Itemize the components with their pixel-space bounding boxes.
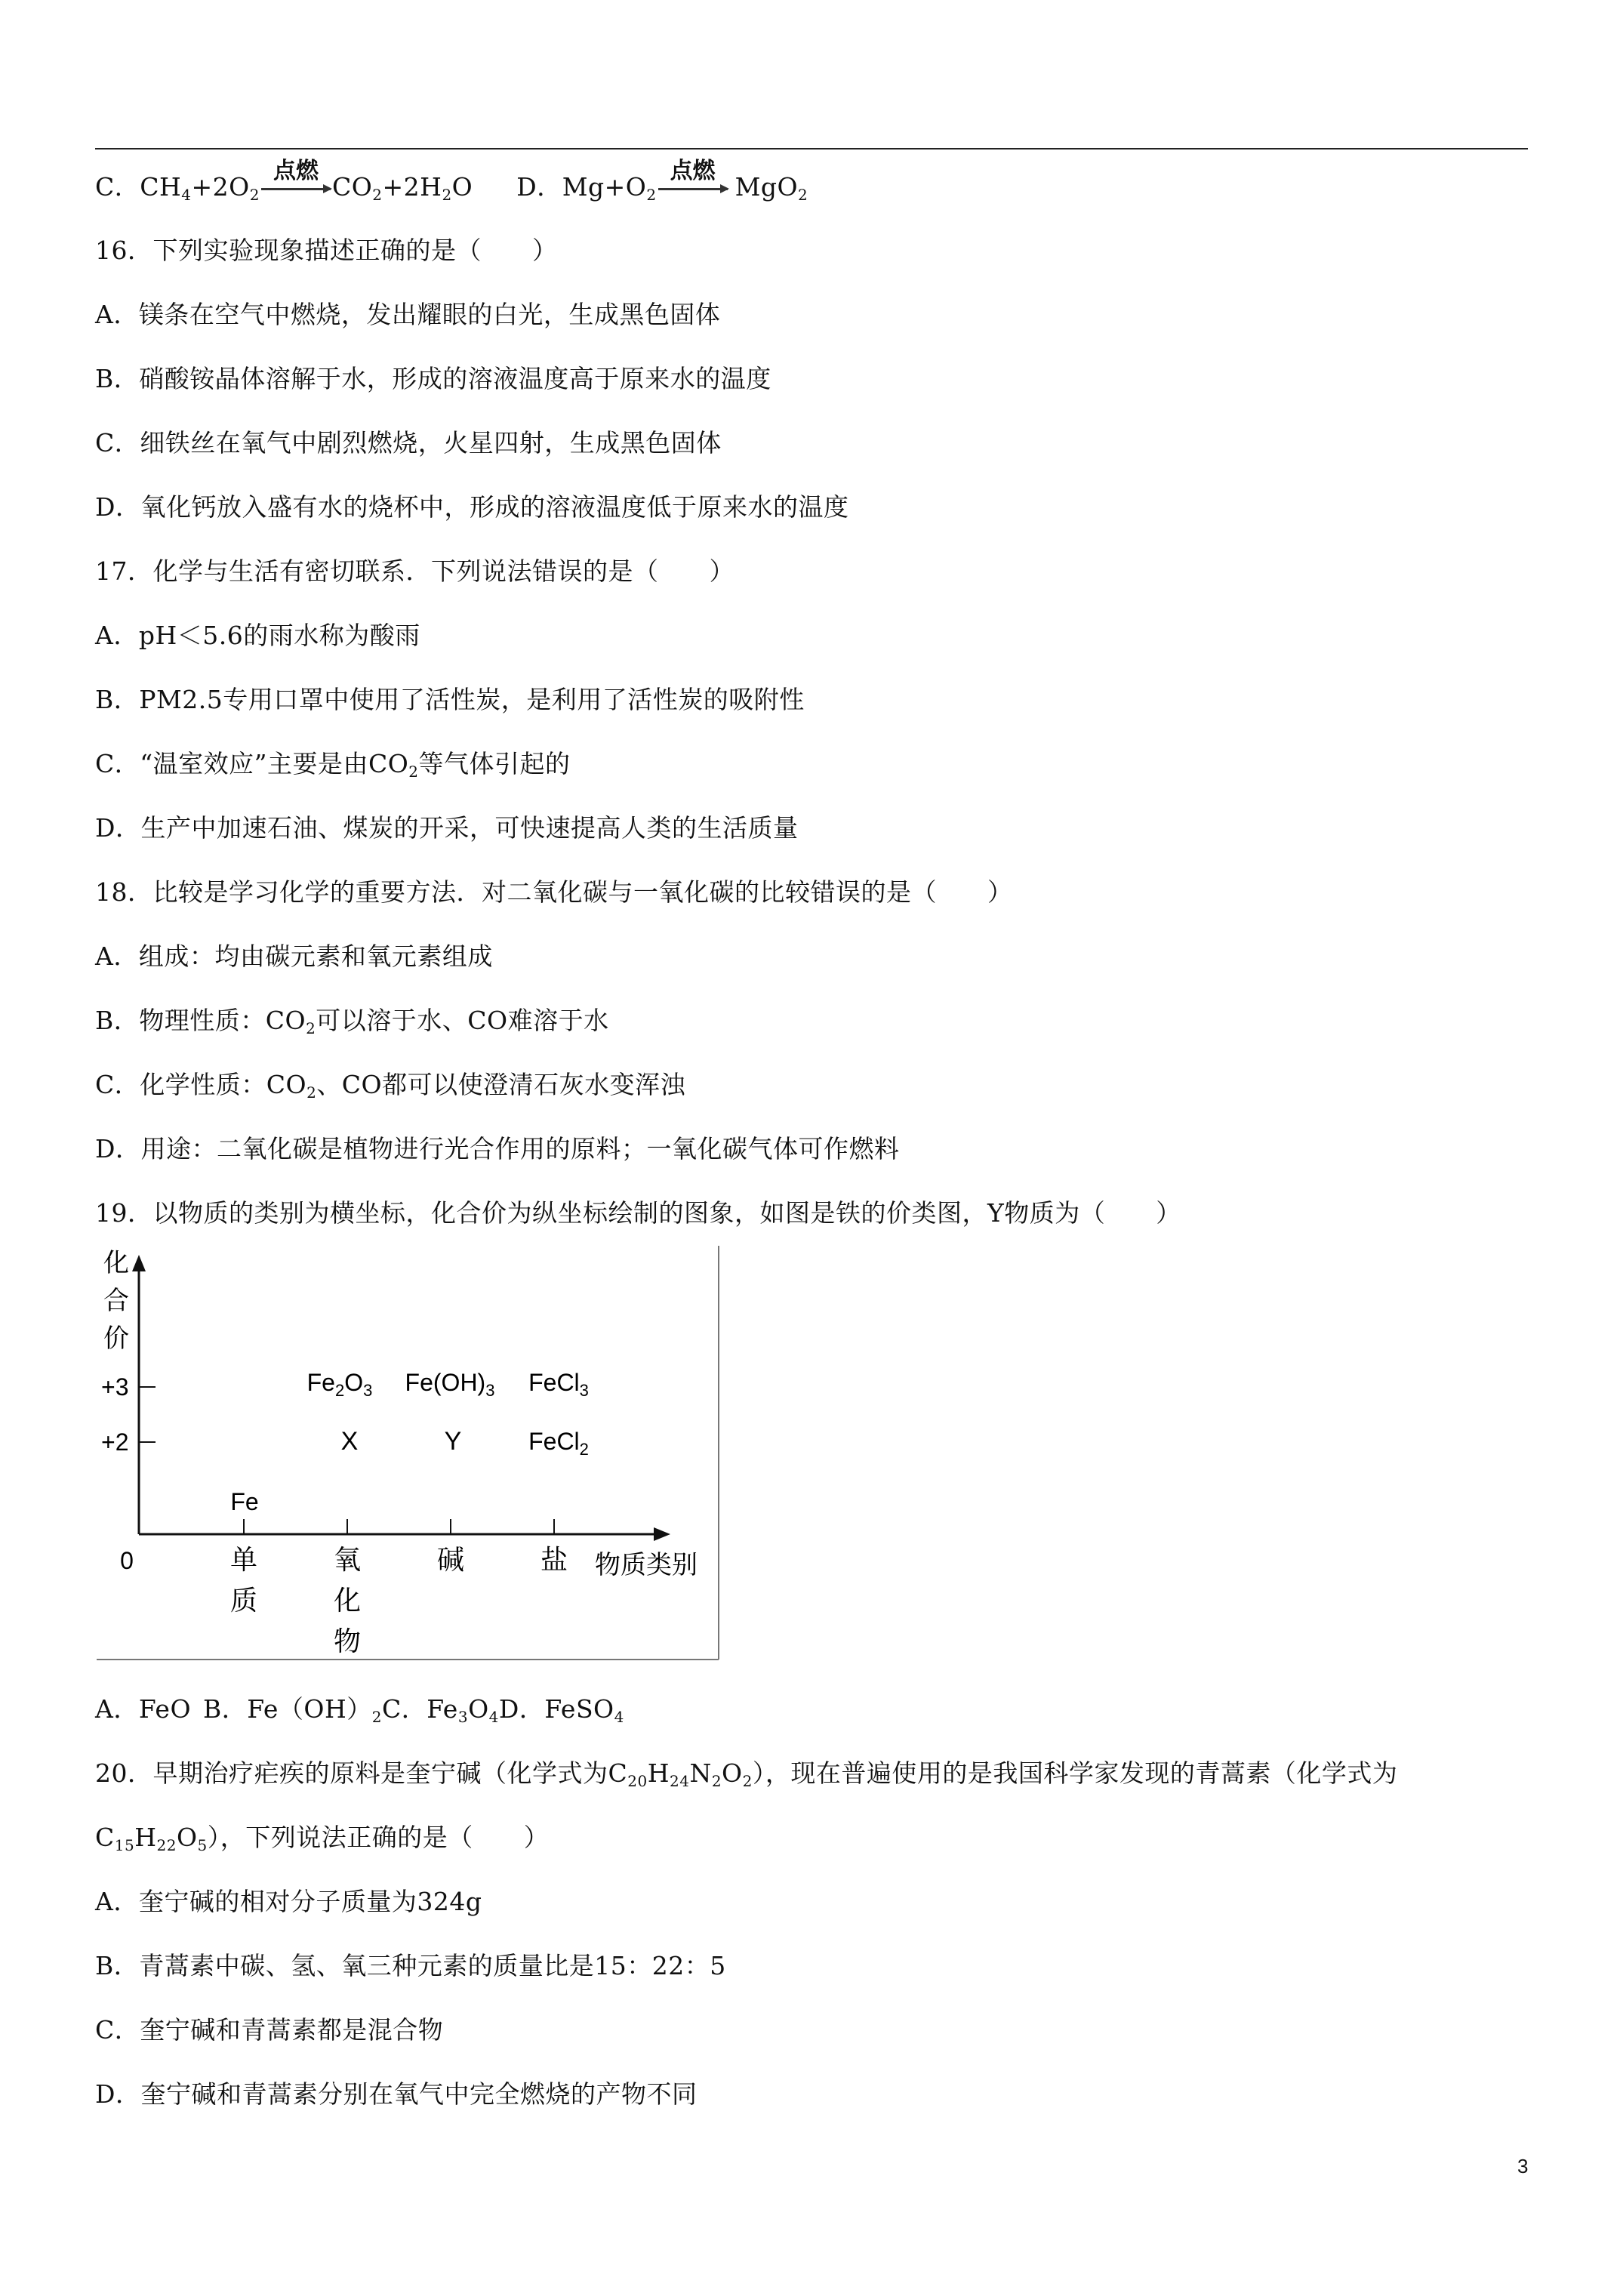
option-text: C．“温室效应”主要是由CO (95, 749, 409, 778)
iron-valence-class-chart (97, 1246, 720, 1661)
stem-text: 20．早期治疗疟疾的原料是奎宁碱（化学式为C (95, 1758, 628, 1788)
cell-fecl2 (528, 1428, 589, 1459)
subscript: 2 (711, 1772, 722, 1790)
arrow-icon (261, 188, 331, 190)
q17-option-a: A．pH＜5.6的雨水称为酸雨 (95, 621, 420, 650)
q20-option-b: B．青蒿素中碳、氢、氧三种元素的质量比是15：22：5 (95, 1951, 726, 1980)
q16-option-a: A．镁条在空气中燃烧，发出耀眼的白光，生成黑色固体 (95, 300, 721, 329)
cell-feoh3 (405, 1369, 495, 1400)
x-category-label: 质 (229, 1585, 258, 1616)
q16-option-d: D．氧化钙放入盛有水的烧杯中，形成的溶液温度低于原来水的温度 (95, 492, 849, 522)
subscript: 3 (579, 1381, 589, 1400)
x-axis-arrow-icon (654, 1527, 670, 1541)
formula-text: FeCl (528, 1369, 580, 1396)
q15-options-cd (95, 158, 808, 204)
formula-text: CH (140, 172, 182, 202)
q20-option-a: A．奎宁碱的相对分子质量为324g (95, 1887, 482, 1916)
subscript: 22 (156, 1836, 177, 1854)
subscript: 2 (249, 186, 260, 204)
formula-text: O (722, 1758, 743, 1788)
x-category-label: 碱 (436, 1544, 465, 1575)
q19-stem: 19．以物质的类别为横坐标，化合价为纵坐标绘制的图象，如图是铁的价类图，Y物质为（ ） (95, 1198, 1181, 1228)
subscript: 2 (408, 763, 419, 781)
option-text: O (468, 1694, 489, 1724)
subscript: 5 (197, 1836, 208, 1854)
reaction-condition: 点燃 (670, 158, 716, 184)
subscript: 4 (181, 186, 192, 204)
option-text: 可以溶于水、CO难溶于水 (316, 1006, 609, 1035)
subscript: 2 (742, 1772, 753, 1790)
q17-stem: 17．化学与生活有密切联系．下列说法错误的是（ ） (95, 556, 735, 586)
subscript: 2 (442, 186, 452, 204)
option-text: C．Fe (381, 1694, 458, 1724)
x-category-label: 盐 (540, 1544, 568, 1575)
y-axis-label-char: 合 (103, 1287, 129, 1315)
subscript: 3 (485, 1381, 495, 1400)
subscript: 20 (627, 1772, 648, 1790)
q20-stem (95, 1757, 1397, 1790)
y-tick-label: +3 (101, 1373, 129, 1401)
formula-text: MgO (735, 172, 799, 202)
subscript: 24 (669, 1772, 690, 1790)
cell-fe: Fe (230, 1488, 259, 1515)
subscript: 15 (114, 1836, 135, 1854)
formula-text: O (451, 172, 473, 202)
q16-option-b: B．硝酸铵晶体溶解于水，形成的溶液温度高于原来水的温度 (95, 364, 771, 393)
option-text: C．化学性质：CO (95, 1070, 307, 1099)
arrow-icon (658, 188, 728, 190)
formula-text: C (95, 1823, 115, 1852)
formula-text: CO (331, 172, 373, 202)
y-tick-label: +2 (101, 1428, 129, 1456)
stem-text: ），下列说法正确的是（ ） (207, 1823, 550, 1852)
option-text: D．FeSO (498, 1694, 614, 1724)
q19-options (95, 1693, 624, 1726)
reaction-arrow (657, 158, 729, 200)
formula-text: H (134, 1823, 157, 1852)
q20-option-d: D．奎宁碱和青蒿素分别在氧气中完全燃烧的产物不同 (95, 2079, 698, 2109)
q18-option-a: A．组成：均由碳元素和氧元素组成 (95, 942, 493, 971)
option-text: 、CO都可以使澄清石灰水变浑浊 (316, 1070, 686, 1099)
cell-fecl3 (528, 1369, 589, 1400)
q18-option-b (95, 1004, 609, 1037)
origin-label: 0 (120, 1547, 134, 1574)
q20-option-c: C．奎宁碱和青蒿素都是混合物 (95, 2015, 444, 2045)
formula-text: N (689, 1758, 712, 1788)
page-number: 3 (1517, 2155, 1529, 2177)
q18-stem: 18．比较是学习化学的重要方法．对二氧化碳与一氧化碳的比较错误的是（ ） (95, 877, 1013, 907)
reaction-condition: 点燃 (273, 158, 319, 184)
x-category-label: 化 (333, 1585, 362, 1616)
formula-text: O (344, 1369, 364, 1396)
formula-text: Fe(OH) (405, 1369, 486, 1396)
formula-text: FeCl (528, 1428, 580, 1455)
subscript: 2 (306, 1019, 316, 1037)
reaction-arrow (260, 158, 332, 200)
subscript: 4 (614, 1708, 624, 1726)
subscript: 3 (457, 1708, 469, 1726)
x-category-label: 氧 (333, 1544, 362, 1575)
option-text: A．FeO (95, 1694, 192, 1724)
y-axis-label-char: 化 (103, 1249, 129, 1277)
subscript: 2 (372, 186, 383, 204)
subscript: 2 (646, 186, 657, 204)
formula-text: +2H (382, 172, 442, 202)
cell-fe2o3 (307, 1369, 373, 1400)
subscript: 2 (306, 1083, 317, 1102)
subscript: 4 (488, 1708, 499, 1726)
q17-option-b: B．PM2.5专用口罩中使用了活性炭，是利用了活性炭的吸附性 (95, 685, 805, 714)
q16-option-c: C．细铁丝在氧气中剧烈燃烧，火星四射，生成黑色固体 (95, 428, 722, 458)
option-label: D． (516, 172, 562, 202)
x-axis-label: 物质类别 (595, 1551, 698, 1579)
q17-option-c (95, 747, 571, 781)
option-label: C． (95, 172, 140, 202)
option-text: B．物理性质：CO (95, 1006, 306, 1035)
q20-stem-line2 (95, 1821, 549, 1854)
subscript: 3 (363, 1381, 373, 1400)
header-rule (95, 148, 1528, 149)
subscript: 2 (798, 186, 808, 204)
y-axis-arrow-icon (132, 1255, 146, 1271)
x-category-label: 单 (229, 1544, 258, 1575)
q16-stem: 16．下列实验现象描述正确的是（ ） (95, 236, 558, 265)
option-text: B．Fe（OH） (203, 1694, 372, 1724)
q18-option-d: D．用途：二氧化碳是植物进行光合作用的原料；一氧化碳气体可作燃料 (95, 1134, 900, 1163)
subscript: 2 (579, 1440, 589, 1459)
formula-text: Fe (306, 1369, 335, 1396)
formula-text: Mg+O (562, 172, 647, 202)
formula-text: O (176, 1823, 198, 1852)
formula-text: H (647, 1758, 670, 1788)
q17-option-d: D．生产中加速石油、煤炭的开采，可快速提高人类的生活质量 (95, 813, 799, 843)
option-text: 等气体引起的 (418, 749, 571, 778)
y-axis-label-char: 价 (103, 1324, 129, 1353)
stem-text: ），现在普遍使用的是我国科学家发现的青蒿素（化学式为 (752, 1758, 1398, 1788)
cell-x: X (340, 1427, 359, 1456)
formula-text: +2O (191, 172, 250, 202)
cell-y: Y (444, 1427, 462, 1456)
subscript: 2 (371, 1708, 382, 1726)
x-category-label: 物 (333, 1626, 362, 1657)
subscript: 2 (334, 1381, 345, 1400)
q18-option-c (95, 1068, 685, 1102)
